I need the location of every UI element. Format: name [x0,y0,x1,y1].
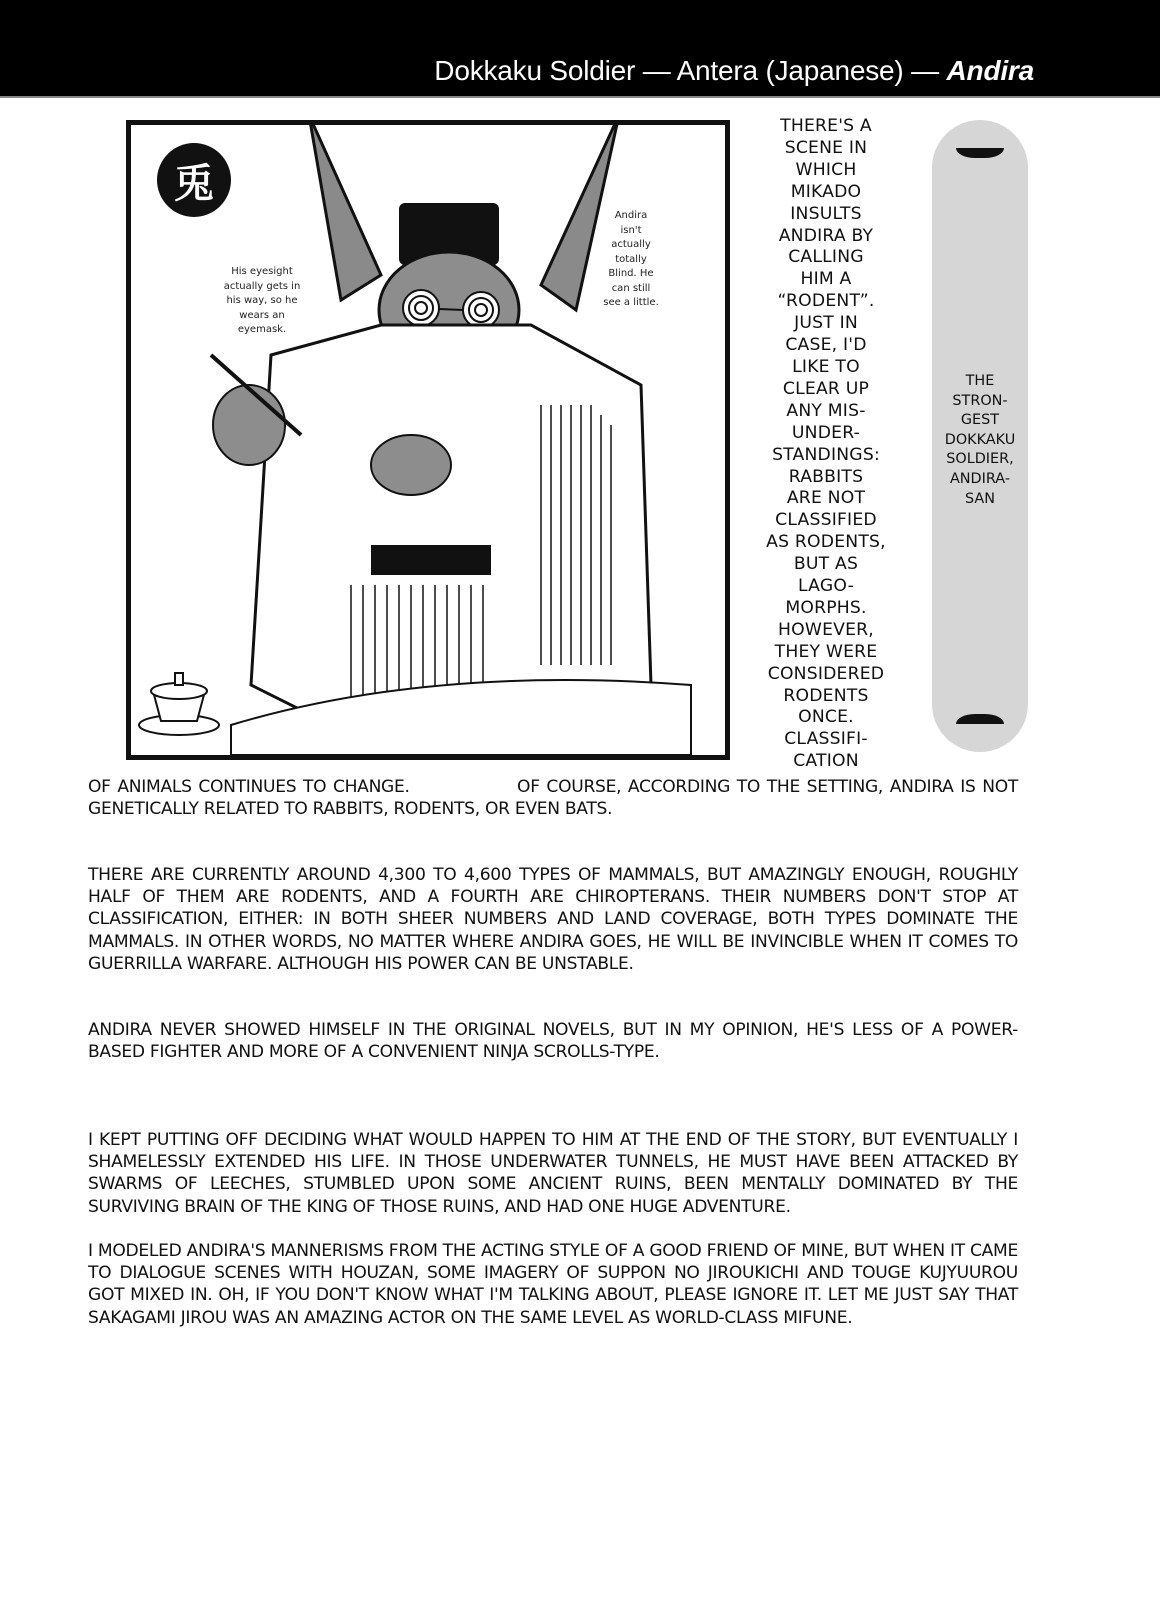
kanji-badge: 兎 [157,143,231,217]
left-ear [309,125,381,300]
title-prefix: Dokkaku Soldier — Antera (Japanese) — [434,55,947,86]
page-header [0,0,1160,98]
obi-belt [371,545,491,575]
annotation-eyesight: His eyesight actually gets in his way, so he wears an eyemask. [223,266,301,335]
annotation-not-blind: Andira isn't actually totally Blind. He can still see a little. [603,210,659,308]
character-illustration [126,120,730,760]
paragraph-3: ANDIRA NEVER SHOWED HIMSELF IN THE ORIGINAL NOVELS, BUT IN MY OPINION, HE'S LESS OF A POWER-BASED FIGHTER AND MORE OF A CONVENIENT NINJA SCROLLS-TYPE. [88,1020,1018,1063]
pill-caption: THE STRON- GEST DOKKAKU SOLDIER, ANDIRA- SAN [944,373,1016,507]
paragraph-4: I KEPT PUTTING OFF DECIDING WHAT WOULD HAPPEN TO HIM AT THE END OF THE STORY, BUT EVENTUALLY I SHAMELESSLY EXTENDED HIS LIFE. IN THOSE UNDERWATER TUNNELS, HE MUST HAVE BEEN ATTACKED BY SWARMS OF LEECHES, STUMBLED UPON SOME ANCIENT RUINS, BEEN MENTALLY DOMINATED BY THE SURVIVING BRAIN OF THE KING OF THOSE RUINS, AND HAD ONE HUGE ADVENTURE. [88,1130,1018,1217]
title-pill [932,120,1028,752]
bracket-bottom-icon [956,714,1004,724]
left-hand [213,385,285,465]
teacup [139,673,219,735]
title-character-name: Andira [946,55,1034,86]
side-column-text: THERE'S A SCENE IN WHICH MIKADO INSULTS ANDIRA BY CALLING HIM A “RODENT”. JUST IN CASE, I'D LIKE TO CLEAR UP ANY MIS- UNDER- STANDINGS: RABBITS ARE NOT CLASSIFIED AS RODENTS, BUT AS LAGO- MORPHS. HOWEVER, THEY WERE CONSIDERED RODENTS ONCE. CLASSIFI- CATION [766,116,886,772]
bracket-top-icon [956,148,1004,158]
paragraph-1: OF ANIMALS CONTINUES TO CHANGE. OF COURSE, ACCORDING TO THE SETTING, ANDIRA IS NOT GENETICALLY RELATED TO RABBITS, RODENTS, OR EVEN BATS. [88,777,1024,820]
paragraph-2: THERE ARE CURRENTLY AROUND 4,300 TO 4,600 TYPES OF MAMMALS, BUT AMAZINGLY ENOUGH, ROUGHLY HALF OF THEM ARE RODENTS, AND A FOURTH ARE CHIROPTERANS. THEIR NUMBERS DON'T STOP AT CLASSIFICATION, EITHER: IN BOTH SHEER NUMBERS AND LAND COVERAGE, BOTH TYPES DOMINATE THE MAMMALS. IN OTHER WORDS, NO MATTER WHERE ANDIRA GOES, HE WILL BE INVINCIBLE WHEN IT COMES TO GUERRILLA WARFARE. ALTHOUGH HIS POWER CAN BE UNSTABLE. [88,865,1018,974]
paragraph-5: I MODELED ANDIRA'S MANNERISMS FROM THE ACTING STYLE OF A GOOD FRIEND OF MINE, BUT WHEN IT CAME TO DIALOGUE SCENES WITH HOUZAN, SOME IMAGERY OF SUPPON NO JIROUKICHI AND TOUGE KUJYUUROU GOT MIXED IN. OH, IF YOU DON'T KNOW WHAT I'M TALKING ABOUT, PLEASE IGNORE IT. LET ME JUST SAY THAT SAKAGAMI JIROU WAS AN AMAZING ACTOR ON THE SAME LEVEL AS WORLD-CLASS MIFUNE. [88,1241,1018,1328]
right-hand [371,435,451,495]
page-title [434,54,1034,88]
